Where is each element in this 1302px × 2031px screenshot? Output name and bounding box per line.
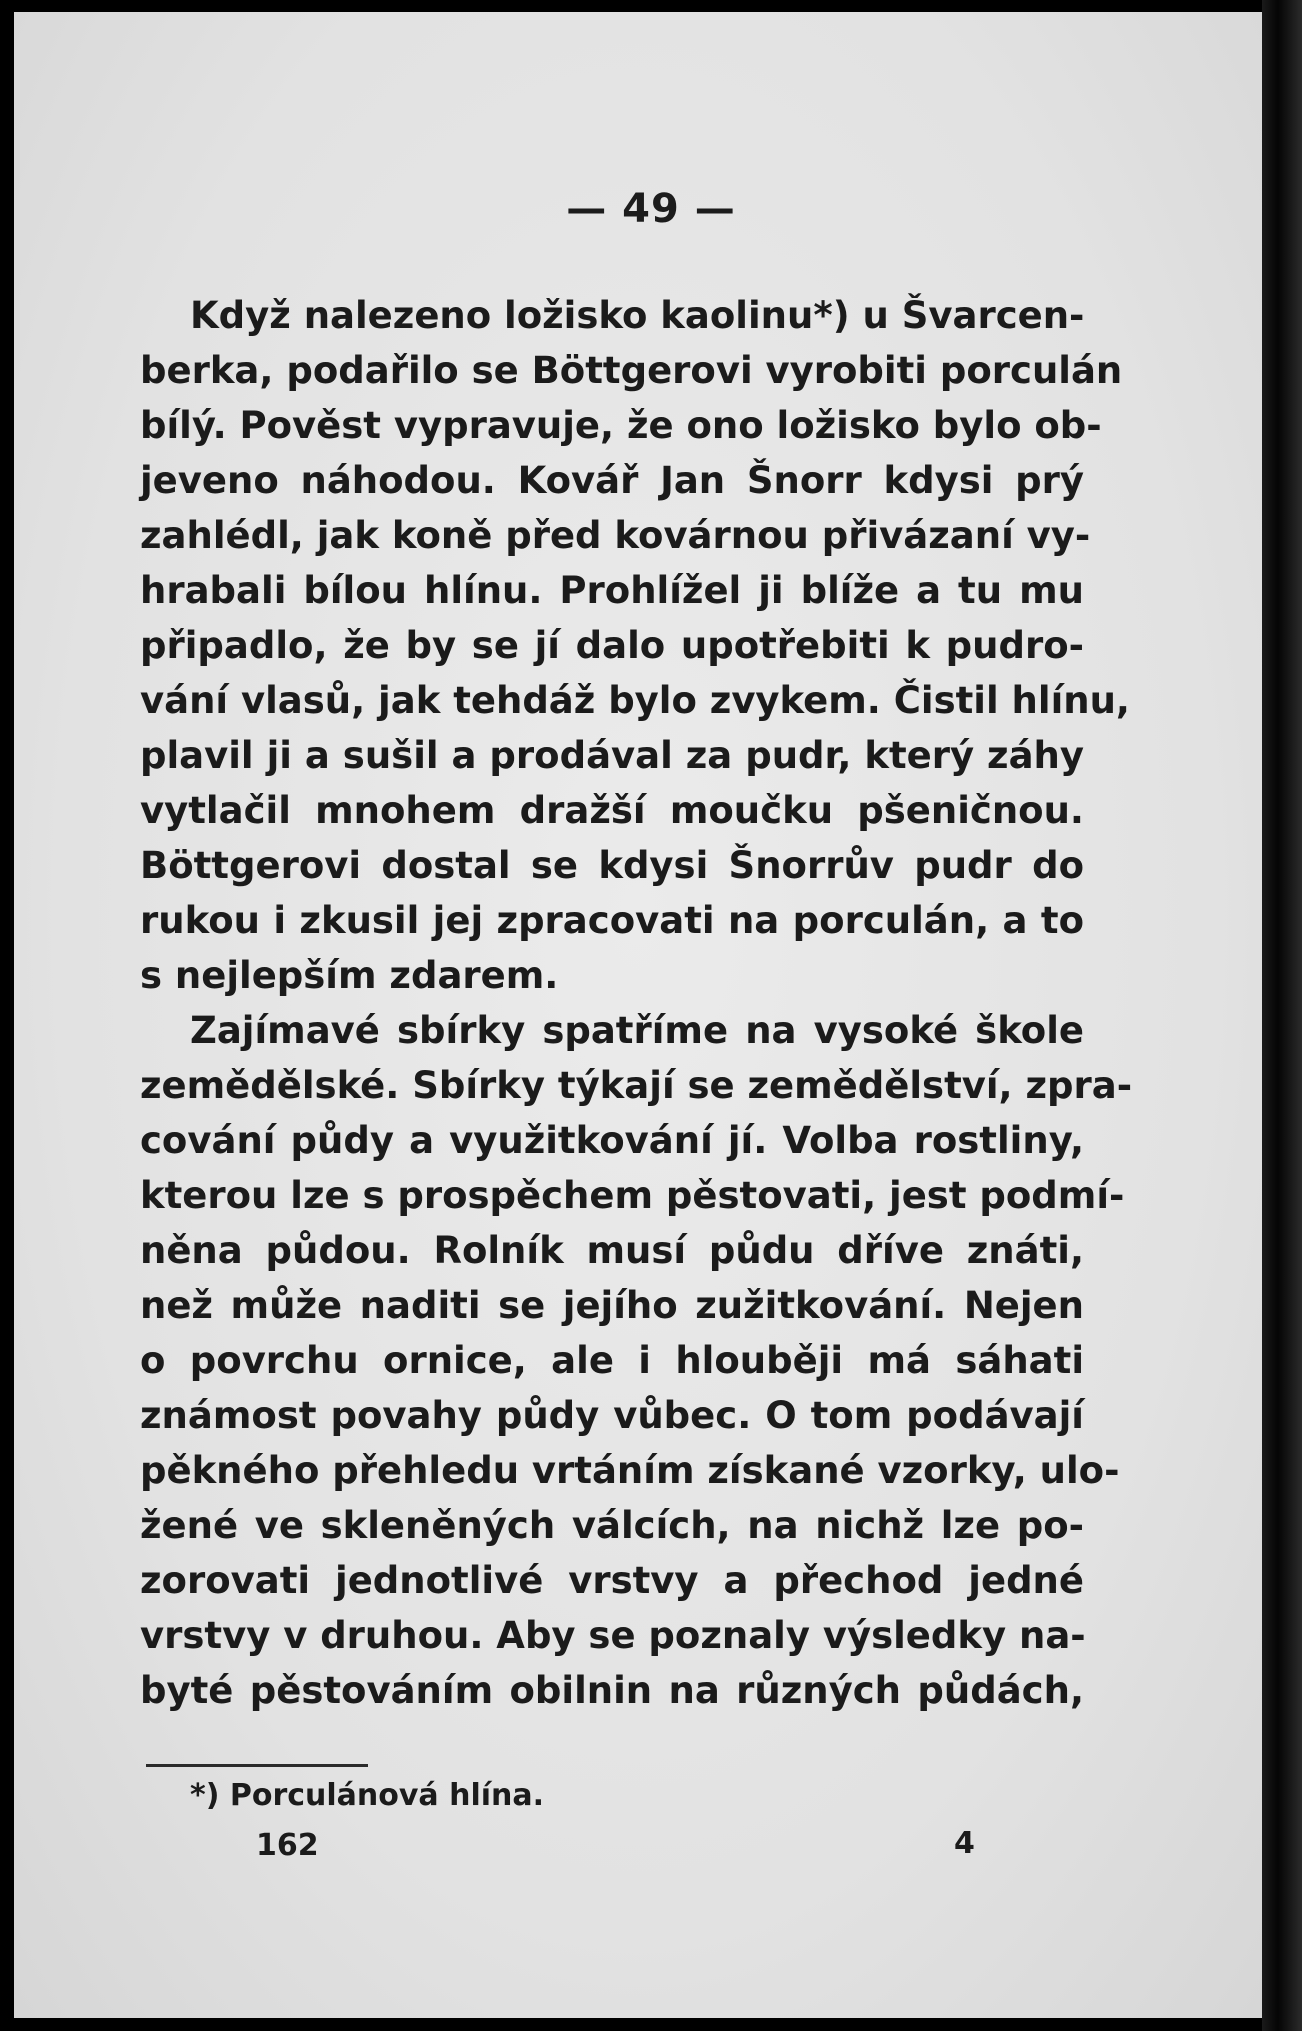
text-line: něna půdou. Rolník musí půdu dříve znáti, bbox=[140, 1229, 1084, 1272]
book-spine-edge bbox=[1262, 0, 1302, 2031]
text-line: jeveno náhodou. Kovář Jan Šnorr kdysi prý bbox=[140, 459, 1084, 502]
text-line: zahlédl, jak koně před kovárnou přivázaní vy- bbox=[140, 514, 1091, 557]
footnote: *) Porculánová hlína. bbox=[190, 1778, 545, 1813]
page-number: — 49 — bbox=[566, 186, 736, 232]
text-line: známost povahy půdy vůbec. O tom podávají bbox=[140, 1394, 1084, 1437]
text-line: berka, podařilo se Böttgerovi vyrobiti porculán bbox=[140, 349, 1123, 392]
text-line: cování půdy a využitkování jí. Volba rostliny, bbox=[140, 1119, 1084, 1162]
text-line: s nejlepším zdarem. bbox=[140, 954, 559, 997]
text-line: připadlo, že by se jí dalo upotřebiti k pudro- bbox=[140, 624, 1084, 667]
text-line: žené ve skleněných válcích, na nichž lze po- bbox=[140, 1504, 1084, 1547]
text-line: než může naditi se jejího zužitkování. Nejen bbox=[140, 1284, 1084, 1327]
signature-mark: 162 bbox=[256, 1828, 319, 1863]
text-line: zorovati jednotlivé vrstvy a přechod jedné bbox=[140, 1559, 1084, 1602]
text-line: kterou lze s prospěchem pěstovati, jest podmí- bbox=[140, 1174, 1125, 1217]
text-line: Zajímavé sbírky spatříme na vysoké škole bbox=[190, 1009, 1084, 1052]
text-line: vytlačil mnohem dražší moučku pšeničnou. bbox=[140, 789, 1084, 832]
text-line: plavil ji a sušil a prodával za pudr, který záhy bbox=[140, 734, 1084, 777]
text-line: hrabali bílou hlínu. Prohlížel ji blíže a tu mu bbox=[140, 569, 1084, 612]
body-text bbox=[140, 288, 1133, 1718]
text-line: Böttgerovi dostal se kdysi Šnorrův pudr do bbox=[140, 844, 1084, 887]
text-line: bílý. Pověst vypravuje, že ono ložisko bylo ob- bbox=[140, 404, 1102, 447]
text-line: vrstvy v druhou. Aby se poznaly výsledky na- bbox=[140, 1614, 1086, 1657]
text-line: rukou i zkusil jej zpracovati na porculán, a to bbox=[140, 899, 1084, 942]
text-line: Když nalezeno ložisko kaolinu*) u Švarcen- bbox=[190, 294, 1085, 337]
text-line: zemědělské. Sbírky týkají se zemědělství, zpra- bbox=[140, 1064, 1133, 1107]
text-line: byté pěstováním obilnin na různých půdách, bbox=[140, 1669, 1084, 1712]
text-line: pěkného přehledu vrtáním získané vzorky, ulo- bbox=[140, 1449, 1120, 1492]
text-line: o povrchu ornice, ale i hlouběji má sáhati bbox=[140, 1339, 1084, 1382]
sheet-number: 4 bbox=[954, 1826, 975, 1861]
footnote-divider bbox=[146, 1764, 368, 1767]
text-line: vání vlasů, jak tehdáž bylo zvykem. Čistil hlínu, bbox=[140, 679, 1130, 722]
